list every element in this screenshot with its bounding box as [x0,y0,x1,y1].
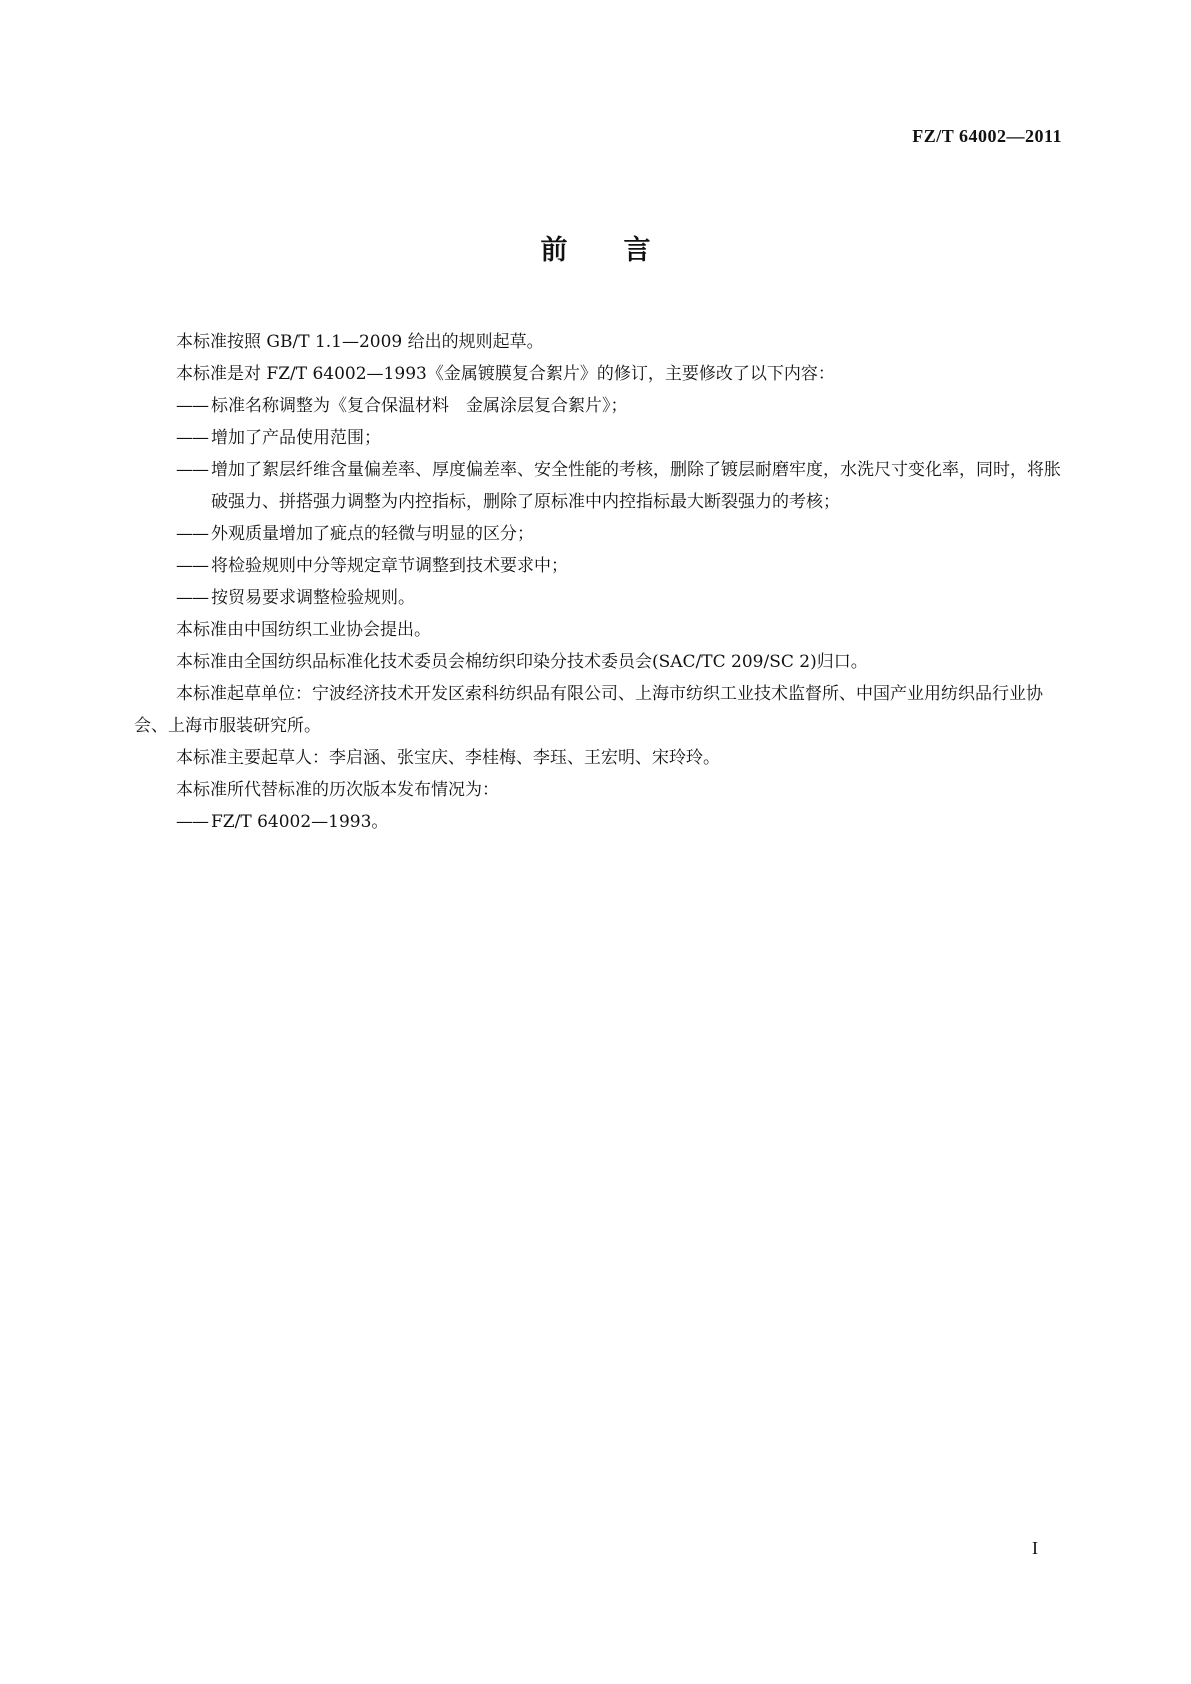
paragraph-history-intro: 本标准所代替标准的历次版本发布情况为： [176,780,499,800]
list-item [134,550,1062,582]
list-dash: —— [176,396,208,416]
list-dash: —— [176,428,208,448]
paragraph-drafting-rules: 本标准按照 GB/T 1.1—2009 给出的规则起草。 [176,332,544,352]
paragraph-drafters: 本标准主要起草人：李启涵、张宝庆、李桂梅、李珏、王宏明、宋玲玲。 [176,748,720,768]
list-item-text: 将检验规则中分等规定章节调整到技术要求中； [211,556,568,576]
list-item [134,518,1062,550]
paragraph-proposer: 本标准由中国纺织工业协会提出。 [176,620,431,640]
history-item-text: FZ/T 64002—1993。 [211,812,389,832]
page-number: I [1032,1538,1038,1558]
list-dash: —— [176,556,208,576]
list-dash: —— [176,460,208,480]
paragraph-revision-intro: 本标准是对 FZ/T 64002—1993《金属镀膜复合絮片》的修订，主要修改了以下内容： [176,364,835,384]
list-item-text: 增加了絮层纤维含量偏差率、厚度偏差率、安全性能的考核，删除了镀层耐磨牢度，水洗尺寸变化率，同时，将胀破强力、拼搭强力调整为内控指标，删除了原标准中内控指标最大断裂强力的考核； [211,460,1061,512]
list-item [134,422,1062,454]
list-dash: —— [176,812,208,832]
standard-number: FZ/T 64002—2011 [912,126,1062,146]
list-item-text: 标准名称调整为《复合保温材料 金属涂层复合絮片》； [211,396,628,416]
list-dash: —— [176,524,208,544]
list-item [134,454,1062,518]
list-item-text: 按贸易要求调整检验规则。 [211,588,415,608]
page-title: 前言 [540,235,707,266]
paragraph-committee: 本标准由全国纺织品标准化技术委员会棉纺织印染分技术委员会(SAC/TC 209/SC 2)归口。 [176,652,868,672]
paragraph-drafting-units: 本标准起草单位：宁波经济技术开发区索科纺织品有限公司、上海市纺织工业技术监督所、中国产业用纺织品行业协会、上海市服装研究所。 [134,684,1043,736]
list-dash: —— [176,588,208,608]
list-item-text: 增加了产品使用范围； [211,428,381,448]
list-item [134,582,1062,614]
foreword-body [134,326,1062,838]
list-item-text: 外观质量增加了疵点的轻微与明显的区分； [211,524,534,544]
list-item [134,390,1062,422]
history-item [134,806,1062,838]
